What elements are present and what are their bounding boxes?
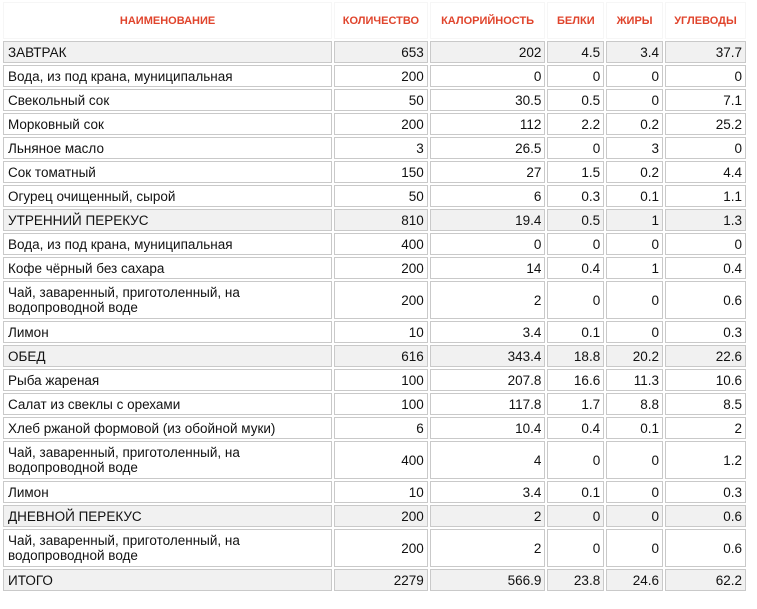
cell-carbs: 25.2 xyxy=(665,113,746,135)
cell-protein: 0.5 xyxy=(547,89,604,111)
cell-carbs: 8.5 xyxy=(665,393,746,415)
cell-quantity: 6 xyxy=(334,417,428,439)
cell-calories: 2 xyxy=(430,505,546,527)
cell-quantity: 10 xyxy=(334,321,428,343)
cell-carbs: 0.6 xyxy=(665,505,746,527)
table-row xyxy=(3,113,746,135)
cell-carbs: 0.4 xyxy=(665,257,746,279)
cell-name: Свекольный сок xyxy=(3,89,332,111)
cell-fat: 1 xyxy=(606,257,663,279)
cell-name: Вода, из под крана, муниципальная xyxy=(3,65,332,87)
cell-protein: 18.8 xyxy=(547,345,604,367)
cell-carbs: 0.3 xyxy=(665,321,746,343)
col-header-kcal: КАЛОРИЙНОСТЬ xyxy=(430,2,546,39)
cell-name: УТРЕННИЙ ПЕРЕКУС xyxy=(3,209,332,231)
cell-calories: 30.5 xyxy=(430,89,546,111)
cell-quantity: 200 xyxy=(334,529,428,567)
cell-quantity: 200 xyxy=(334,505,428,527)
cell-carbs: 1.1 xyxy=(665,185,746,207)
cell-fat: 20.2 xyxy=(606,345,663,367)
cell-fat: 0 xyxy=(606,233,663,255)
section-row xyxy=(3,505,746,527)
col-header-qty: КОЛИЧЕСТВО xyxy=(334,2,428,39)
cell-quantity: 200 xyxy=(334,281,428,319)
cell-carbs: 0 xyxy=(665,65,746,87)
cell-name: ДНЕВНОЙ ПЕРЕКУС xyxy=(3,505,332,527)
cell-carbs: 0 xyxy=(665,233,746,255)
cell-calories: 6 xyxy=(430,185,546,207)
cell-name: Рыба жареная xyxy=(3,369,332,391)
cell-fat: 0 xyxy=(606,505,663,527)
cell-name: Чай, заваренный, приготоленный, на водопроводной воде xyxy=(3,281,332,319)
cell-fat: 11.3 xyxy=(606,369,663,391)
cell-protein: 1.5 xyxy=(547,161,604,183)
cell-calories: 2 xyxy=(430,281,546,319)
cell-calories: 117.8 xyxy=(430,393,546,415)
cell-quantity: 150 xyxy=(334,161,428,183)
table-row xyxy=(3,417,746,439)
cell-protein: 4.5 xyxy=(547,41,604,63)
cell-quantity: 10 xyxy=(334,481,428,503)
cell-quantity: 400 xyxy=(334,441,428,479)
cell-carbs: 7.1 xyxy=(665,89,746,111)
cell-carbs: 62.2 xyxy=(665,569,746,591)
cell-name: Чай, заваренный, приготоленный, на водопроводной воде xyxy=(3,441,332,479)
total-row xyxy=(3,569,746,591)
cell-carbs: 1.3 xyxy=(665,209,746,231)
cell-fat: 1 xyxy=(606,209,663,231)
cell-protein: 1.7 xyxy=(547,393,604,415)
table-row xyxy=(3,161,746,183)
cell-name: Сок томатный xyxy=(3,161,332,183)
table-row xyxy=(3,233,746,255)
col-header-carbs: УГЛЕВОДЫ xyxy=(665,2,746,39)
table-header-row xyxy=(3,2,746,39)
cell-protein: 0 xyxy=(547,505,604,527)
section-row xyxy=(3,345,746,367)
cell-quantity: 653 xyxy=(334,41,428,63)
cell-carbs: 22.6 xyxy=(665,345,746,367)
table-row xyxy=(3,529,746,567)
cell-calories: 566.9 xyxy=(430,569,546,591)
cell-quantity: 2279 xyxy=(334,569,428,591)
cell-quantity: 616 xyxy=(334,345,428,367)
cell-protein: 0.3 xyxy=(547,185,604,207)
cell-carbs: 0.6 xyxy=(665,529,746,567)
cell-name: Хлеб ржаной формовой (из обойной муки) xyxy=(3,417,332,439)
cell-protein: 2.2 xyxy=(547,113,604,135)
cell-protein: 23.8 xyxy=(547,569,604,591)
cell-name: Морковный сок xyxy=(3,113,332,135)
cell-carbs: 0.6 xyxy=(665,281,746,319)
cell-fat: 8.8 xyxy=(606,393,663,415)
table-row xyxy=(3,89,746,111)
table-row xyxy=(3,137,746,159)
cell-protein: 16.6 xyxy=(547,369,604,391)
table-row xyxy=(3,393,746,415)
table-body xyxy=(3,41,746,591)
cell-carbs: 0 xyxy=(665,137,746,159)
cell-name: Вода, из под крана, муниципальная xyxy=(3,233,332,255)
cell-name: Огурец очищенный, сырой xyxy=(3,185,332,207)
table-row xyxy=(3,257,746,279)
cell-calories: 3.4 xyxy=(430,481,546,503)
cell-calories: 343.4 xyxy=(430,345,546,367)
table-row xyxy=(3,65,746,87)
cell-protein: 0.1 xyxy=(547,321,604,343)
cell-calories: 27 xyxy=(430,161,546,183)
table-row xyxy=(3,369,746,391)
cell-fat: 0.2 xyxy=(606,113,663,135)
cell-quantity: 200 xyxy=(334,113,428,135)
cell-calories: 19.4 xyxy=(430,209,546,231)
cell-calories: 26.5 xyxy=(430,137,546,159)
cell-calories: 202 xyxy=(430,41,546,63)
cell-calories: 2 xyxy=(430,529,546,567)
cell-protein: 0.1 xyxy=(547,481,604,503)
cell-fat: 0 xyxy=(606,529,663,567)
col-header-fat: ЖИРЫ xyxy=(606,2,663,39)
cell-fat: 0 xyxy=(606,281,663,319)
table-row xyxy=(3,185,746,207)
cell-fat: 0 xyxy=(606,321,663,343)
cell-calories: 112 xyxy=(430,113,546,135)
cell-quantity: 100 xyxy=(334,369,428,391)
cell-protein: 0 xyxy=(547,281,604,319)
table-row xyxy=(3,441,746,479)
cell-name: Лимон xyxy=(3,321,332,343)
cell-fat: 0.1 xyxy=(606,417,663,439)
cell-name: Салат из свеклы с орехами xyxy=(3,393,332,415)
section-row xyxy=(3,209,746,231)
cell-carbs: 37.7 xyxy=(665,41,746,63)
cell-fat: 24.6 xyxy=(606,569,663,591)
cell-carbs: 10.6 xyxy=(665,369,746,391)
table-row xyxy=(3,481,746,503)
cell-protein: 0 xyxy=(547,441,604,479)
cell-carbs: 0.3 xyxy=(665,481,746,503)
cell-carbs: 4.4 xyxy=(665,161,746,183)
cell-name: ИТОГО xyxy=(3,569,332,591)
col-header-name: НАИМЕНОВАНИЕ xyxy=(3,2,332,39)
cell-carbs: 2 xyxy=(665,417,746,439)
table-row xyxy=(3,281,746,319)
cell-name: ЗАВТРАК xyxy=(3,41,332,63)
cell-calories: 3.4 xyxy=(430,321,546,343)
cell-protein: 0 xyxy=(547,65,604,87)
section-row xyxy=(3,41,746,63)
col-header-protein: БЕЛКИ xyxy=(547,2,604,39)
cell-quantity: 100 xyxy=(334,393,428,415)
cell-fat: 0 xyxy=(606,481,663,503)
cell-quantity: 3 xyxy=(334,137,428,159)
cell-protein: 0 xyxy=(547,137,604,159)
cell-protein: 0 xyxy=(547,233,604,255)
cell-protein: 0.4 xyxy=(547,257,604,279)
nutrition-table xyxy=(1,0,748,593)
cell-name: ОБЕД xyxy=(3,345,332,367)
cell-name: Лимон xyxy=(3,481,332,503)
cell-quantity: 200 xyxy=(334,257,428,279)
cell-calories: 207.8 xyxy=(430,369,546,391)
cell-calories: 14 xyxy=(430,257,546,279)
cell-calories: 4 xyxy=(430,441,546,479)
cell-quantity: 50 xyxy=(334,89,428,111)
cell-fat: 0 xyxy=(606,89,663,111)
cell-fat: 0.1 xyxy=(606,185,663,207)
cell-quantity: 50 xyxy=(334,185,428,207)
table-row xyxy=(3,321,746,343)
cell-calories: 10.4 xyxy=(430,417,546,439)
cell-name: Льняное масло xyxy=(3,137,332,159)
cell-calories: 0 xyxy=(430,65,546,87)
cell-fat: 0.2 xyxy=(606,161,663,183)
cell-fat: 3.4 xyxy=(606,41,663,63)
cell-protein: 0 xyxy=(547,529,604,567)
cell-calories: 0 xyxy=(430,233,546,255)
cell-protein: 0.4 xyxy=(547,417,604,439)
cell-fat: 3 xyxy=(606,137,663,159)
cell-quantity: 400 xyxy=(334,233,428,255)
cell-quantity: 200 xyxy=(334,65,428,87)
cell-fat: 0 xyxy=(606,65,663,87)
cell-name: Кофе чёрный без сахара xyxy=(3,257,332,279)
cell-name: Чай, заваренный, приготоленный, на водопроводной воде xyxy=(3,529,332,567)
cell-fat: 0 xyxy=(606,441,663,479)
cell-quantity: 810 xyxy=(334,209,428,231)
cell-protein: 0.5 xyxy=(547,209,604,231)
cell-carbs: 1.2 xyxy=(665,441,746,479)
